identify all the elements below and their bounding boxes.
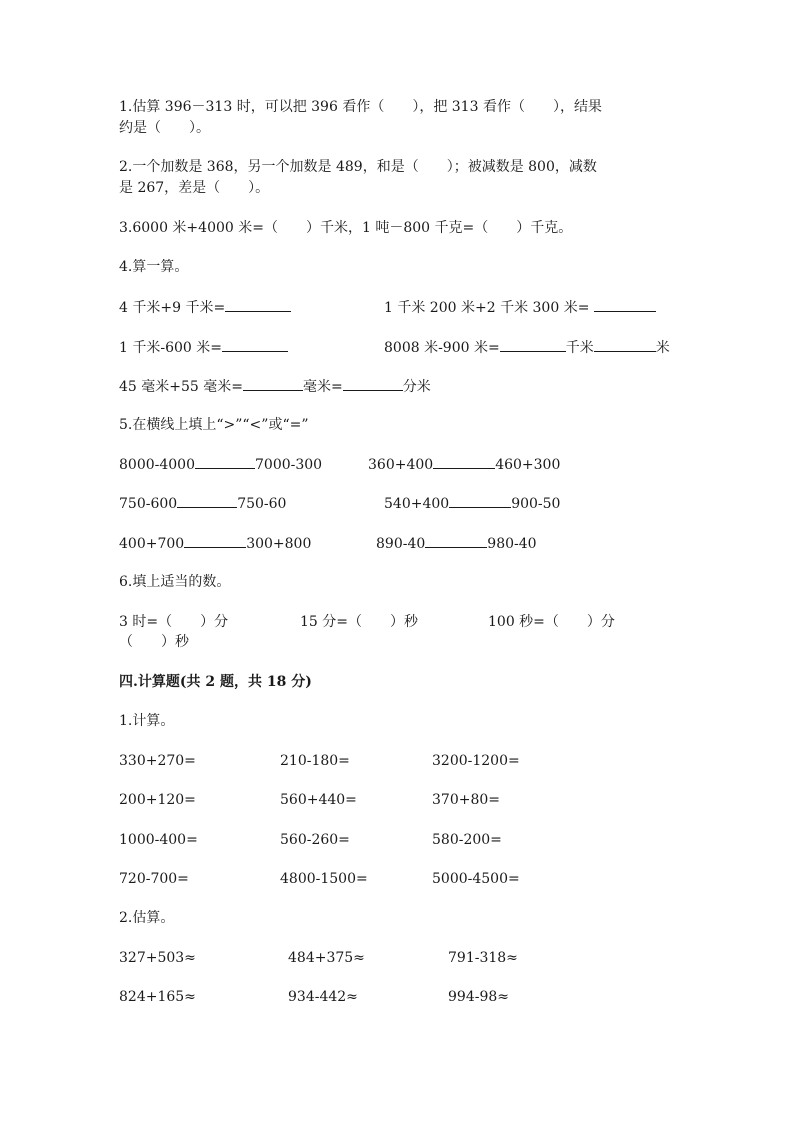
answer-blank[interactable]: [225, 297, 291, 312]
calc-item: 3200-1200=: [432, 753, 520, 769]
estimate-item: 824+165≈: [119, 989, 196, 1005]
q5-row1-left: 8000-4000 7000-300: [119, 454, 322, 475]
q4-row2-right: 8008 米-900 米= 千米 米: [384, 337, 670, 358]
q3-line1: 3.6000 米+4000 米=（ ）千米，1 吨－800 千克=（ ）千克。: [119, 220, 573, 236]
estimate-item: 994-98≈: [448, 989, 509, 1005]
estimate-item: 791-318≈: [448, 950, 518, 966]
answer-blank[interactable]: [449, 493, 511, 508]
q4-row3: 45 毫米+55 毫米= 毫米= 分米: [119, 376, 431, 397]
q6-item-seconds-cont: （ ）秒: [119, 634, 189, 650]
estimate-item: 484+375≈: [288, 950, 365, 966]
answer-blank[interactable]: [594, 297, 656, 312]
calc-item: 560+440=: [280, 792, 357, 808]
calc-item: 200+120=: [119, 792, 196, 808]
calc-item: 560-260=: [280, 832, 350, 848]
calc-item: 4800-1500=: [280, 871, 368, 887]
estimate-item: 327+503≈: [119, 950, 196, 966]
section-heading: 四.计算题(共 2 题，共 18 分): [119, 674, 312, 690]
calc-item: 370+80=: [432, 792, 500, 808]
q2-line2: 是 267，差是（ ）。: [119, 180, 270, 196]
calc-item: 580-200=: [432, 832, 502, 848]
q4-row1-left: 4 千米+9 千米=: [119, 297, 291, 318]
q4-row1-right: 1 千米 200 米+2 千米 300 米=: [384, 297, 656, 318]
estimate-item: 934-442≈: [288, 989, 358, 1005]
q1-line1: 1.估算 396－313 时，可以把 396 看作（ ），把 313 看作（ ），结果: [119, 99, 602, 115]
answer-blank[interactable]: [594, 337, 656, 352]
q6-item-hours: 3 时=（ ）分: [119, 614, 229, 630]
q6-item-minutes: 15 分=（ ）秒: [300, 614, 418, 630]
q5-row2-right: 540+400 900-50: [384, 493, 560, 514]
q5-title: 5.在横线上填上“>”“<”或“=”: [119, 417, 309, 433]
q6-title: 6.填上适当的数。: [119, 574, 231, 590]
answer-blank[interactable]: [433, 454, 495, 469]
answer-blank[interactable]: [177, 493, 237, 508]
answer-blank[interactable]: [500, 337, 566, 352]
answer-blank[interactable]: [222, 337, 288, 352]
answer-blank[interactable]: [343, 376, 403, 391]
q5-row2-left: 750-600 750-60: [119, 493, 286, 514]
calc-title: 1.计算。: [119, 713, 175, 729]
q5-row3-right: 890-40 980-40: [376, 533, 537, 554]
answer-blank[interactable]: [195, 454, 255, 469]
q6-item-seconds: 100 秒=（ ）分: [488, 614, 615, 630]
estimate-title: 2.估算。: [119, 910, 175, 926]
calc-item: 5000-4500=: [432, 871, 520, 887]
calc-item: 1000-400=: [119, 832, 198, 848]
calc-item: 330+270=: [119, 753, 196, 769]
q2-line1: 2.一个加数是 368，另一个加数是 489，和是（ ）；被减数是 800，减数: [119, 159, 597, 175]
answer-blank[interactable]: [184, 533, 246, 548]
q4-title: 4.算一算。: [119, 259, 189, 275]
answer-blank[interactable]: [243, 376, 303, 391]
q5-row1-right: 360+400 460+300: [368, 454, 560, 475]
q1-line2: 约是（ ）。: [119, 120, 210, 136]
q5-row3-left: 400+700 300+800: [119, 533, 311, 554]
answer-blank[interactable]: [425, 533, 487, 548]
calc-item: 210-180=: [280, 753, 350, 769]
q4-row2-left: 1 千米-600 米=: [119, 337, 288, 358]
calc-item: 720-700=: [119, 871, 189, 887]
